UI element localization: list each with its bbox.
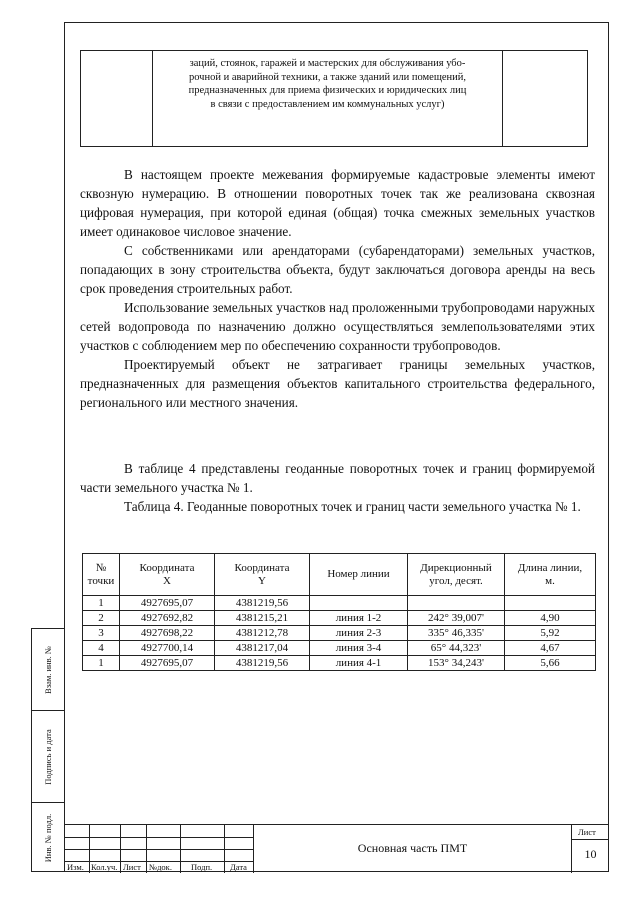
cell: 2 [83, 611, 120, 626]
cell: линия 1-2 [310, 611, 408, 626]
geo-table-header-row [83, 554, 596, 596]
stamp-caption-ndok: №док. [149, 862, 172, 872]
side-label-vzam: Взам. инв. № [43, 645, 53, 694]
page-frame [64, 22, 609, 872]
table-row [83, 626, 596, 641]
cell: 153° 34,243' [408, 656, 505, 671]
cell: 65° 44,323' [408, 641, 505, 656]
cell: 242° 39,007' [408, 611, 505, 626]
cell: линия 2-3 [310, 626, 408, 641]
cell: 4381217,04 [215, 641, 310, 656]
side-label-podpis: Подпись и дата [43, 728, 53, 785]
cell: 4927695,07 [120, 656, 215, 671]
cell: 4381212,78 [215, 626, 310, 641]
table-row [83, 596, 596, 611]
cell [310, 596, 408, 611]
table-row [83, 641, 596, 656]
table-caption: Таблица 4. Геоданные поворотных точек и границ части земельного участка № 1. [124, 499, 581, 514]
cell: 4927698,22 [120, 626, 215, 641]
cell: 1 [83, 596, 120, 611]
header-line: Номер линии [310, 554, 408, 596]
cell: 4927692,82 [120, 611, 215, 626]
geo-table [82, 553, 596, 671]
top-table-cell-text [153, 51, 503, 147]
paragraph: Проектируемый объект не затрагивает границы земельных участков, предназначенных для размещения объектов капитального строительства федерального, регионального или местного значения. [80, 357, 595, 410]
stamp-line [180, 825, 181, 873]
cell [408, 596, 505, 611]
stamp-line [224, 825, 225, 873]
top-text-line: заций, стоянок, гаражей и мастерских для обслуживания убо- [189, 58, 466, 69]
cell: 5,66 [505, 656, 596, 671]
stamp-line [89, 825, 90, 873]
top-table-cell-left [81, 51, 153, 147]
side-label-inv: Инв. № подл. [43, 813, 53, 863]
top-text-line: рочной и аварийной техники, а также зданий или помещений, [188, 71, 467, 83]
top-text-line: в связи с предоставлением им коммунальных услуг) [210, 98, 445, 110]
cell: 335° 46,335' [408, 626, 505, 641]
cell: 4,90 [505, 611, 596, 626]
paragraph: В настоящем проекте межевания формируемые кадастровые элементы имеют сквозную нумерацию. В отношении поворотных точек так же реализована сквозная цифровая нумерация, при которой единая (общая) точка смежных земельных участков имеет одинаковое числовое значение. [80, 167, 595, 239]
header-angle: Дирекционный угол, десят. [408, 554, 505, 596]
header-length: Длина линии, м. [505, 554, 596, 596]
intro-paragraph: В таблице 4 представлены геоданные поворотных точек и границ формируемой части земельного участка № 1. [80, 461, 595, 495]
header-coord-x: Координата X [120, 554, 215, 596]
title-block [64, 824, 609, 873]
sheet-number: 10 [584, 847, 597, 861]
table-row [83, 656, 596, 671]
stamp-line [146, 825, 147, 873]
stamp-line [571, 839, 609, 840]
cell: 4927700,14 [120, 641, 215, 656]
body-text [80, 165, 595, 412]
stamp-caption-podp: Подп. [191, 862, 213, 872]
stamp-line [120, 825, 121, 873]
document-title: Основная часть ПМТ [357, 841, 468, 855]
stamp-caption-list: Лист [123, 862, 141, 872]
top-table-cell-right [503, 51, 588, 147]
intro-text [80, 459, 595, 516]
header-point: № точки [83, 554, 120, 596]
stamp-caption-izm: Изм. [67, 862, 84, 872]
side-cell-podpis [32, 711, 64, 803]
cell: 5,92 [505, 626, 596, 641]
side-cell-vzam [32, 629, 64, 711]
stamp-caption-koluch: Кол.уч. [91, 862, 118, 872]
top-text-line: предназначенных для приема физических и юридических лиц [188, 85, 467, 96]
cell: 4927695,07 [120, 596, 215, 611]
side-cell-inv [32, 803, 64, 873]
top-table-text [153, 51, 502, 111]
paragraph: С собственниками или арендаторами (субарендаторами) земельных участков, попадающих в зону строительства объекта, будут заключаться договора аренды на весь срок проведения строительных работ. [80, 243, 595, 296]
cell: линия 4-1 [310, 656, 408, 671]
header-coord-y: Координата Y [215, 554, 310, 596]
cell: 4381219,56 [215, 656, 310, 671]
paragraph: Использование земельных участков над проложенными трубопроводами наружных сетей водопровода по назначению должно осуществляться землепользователями этих участков с соблюдением мер по обеспечению сохранности трубопроводов. [80, 300, 595, 353]
top-table [80, 50, 588, 147]
cell: 4381215,21 [215, 611, 310, 626]
cell: 4381219,56 [215, 596, 310, 611]
sheet-label: Лист [578, 827, 596, 837]
cell [505, 596, 596, 611]
cell: 4,67 [505, 641, 596, 656]
cell: 1 [83, 656, 120, 671]
side-column [31, 628, 64, 872]
cell: 3 [83, 626, 120, 641]
cell: 4 [83, 641, 120, 656]
cell: линия 3-4 [310, 641, 408, 656]
stamp-caption-data: Дата [230, 862, 247, 872]
table-row [83, 611, 596, 626]
